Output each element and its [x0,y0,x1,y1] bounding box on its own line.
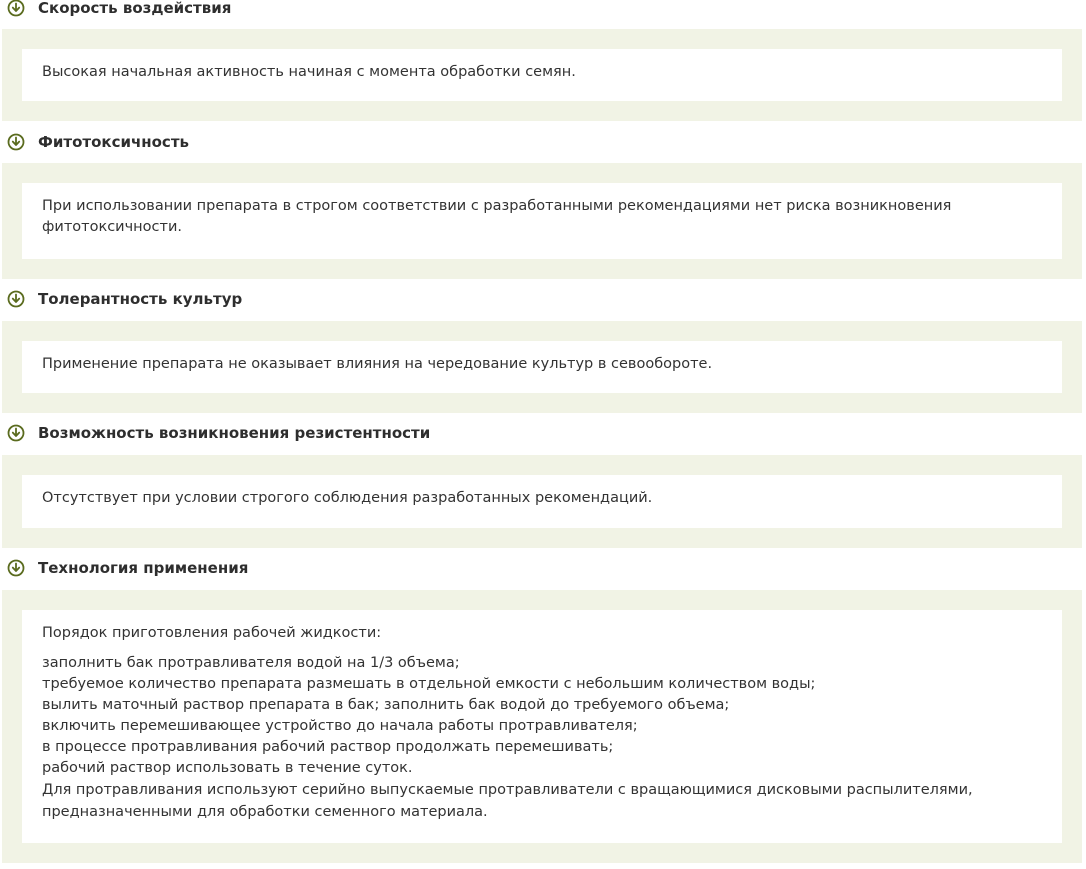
section-panel [2,455,1082,548]
section-panel [2,163,1082,279]
section-panel [2,29,1082,121]
section-title: Фитотоксичность [38,133,190,151]
circle-arrow-down-icon[interactable] [7,559,25,577]
list-item: требуемое количество препарата размешать в отдельной емкости с небольшим количеством воды; [42,676,816,692]
section-title: Толерантность культур [38,290,243,308]
section-title: Скорость воздействия [38,0,232,17]
list-item: Для протравливания используют серийно выпускаемые протравливатели с вращающимися дисковыми распылителями, предназначенными для обработки семенного материала. [42,782,973,820]
section-content [22,475,1062,528]
section-panel [2,590,1082,863]
section-header-technology[interactable] [0,555,1086,581]
section-content [22,49,1062,101]
section-title: Возможность возникновения резистентности [38,424,431,442]
section-content [22,183,1062,259]
section-text: Отсутствует при условии строгого соблюдения разработанных рекомендаций. [42,490,653,506]
list-item: заполнить бак протравливателя водой на 1/3 объема; [42,655,460,671]
list-item: вылить маточный раствор препарата в бак; заполнить бак водой до требуемого объема; [42,697,730,713]
section-title: Технология применения [38,559,249,577]
section-intro: Порядок приготовления рабочей жидкости: [42,625,382,641]
circle-arrow-down-icon[interactable] [7,290,25,308]
section-header-speed[interactable] [0,0,1086,21]
section-header-phytotoxicity[interactable] [0,129,1086,155]
section-text: При использовании препарата в строгом соответствии с разработанными рекомендациями нет риска возникновения фитотоксичности. [42,198,952,235]
section-text: Применение препарата не оказывает влияния на чередование культур в севообороте. [42,356,713,372]
section-header-tolerance[interactable] [0,286,1086,312]
section-content [22,610,1062,843]
section-text: Высокая начальная активность начиная с момента обработки семян. [42,64,576,80]
circle-arrow-down-icon[interactable] [7,133,25,151]
list-item: включить перемешивающее устройство до начала работы протравливателя; [42,718,638,734]
section-header-resistance[interactable] [0,420,1086,446]
section-panel [2,321,1082,413]
section-content [22,341,1062,393]
steps-list [42,653,1042,823]
circle-arrow-down-icon[interactable] [7,0,25,17]
list-item: рабочий раствор использовать в течение суток. [42,760,413,776]
circle-arrow-down-icon[interactable] [7,424,25,442]
list-item: в процессе протравливания рабочий раствор продолжать перемешивать; [42,739,614,755]
